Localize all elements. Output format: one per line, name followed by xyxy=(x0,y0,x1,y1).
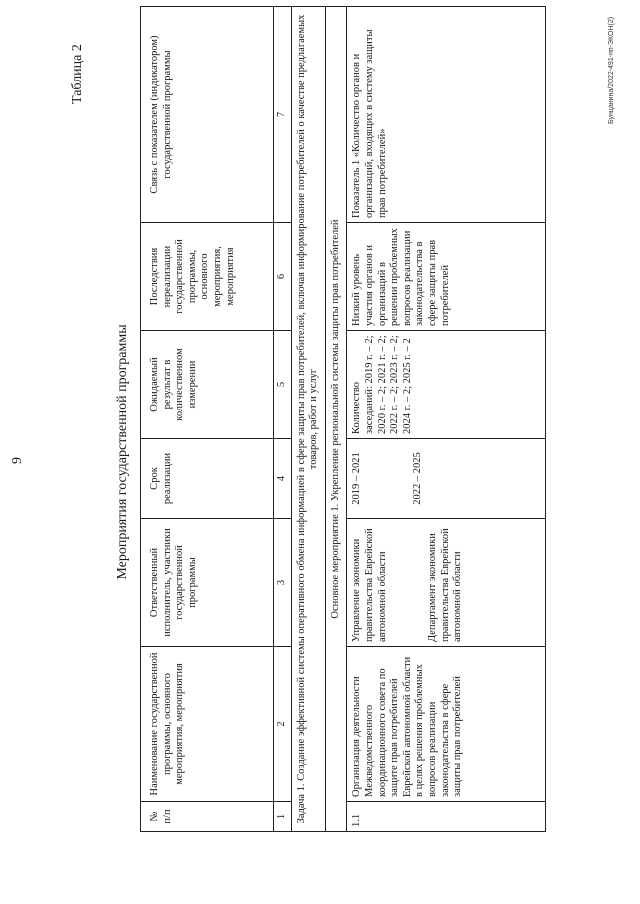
main-measure-cell: Основное мероприятие 1. Укрепление региональной системы защиты прав потребителей xyxy=(325,7,347,832)
header-cell-term: Срок реализации xyxy=(141,439,274,519)
page-title: Мероприятия государственной программы xyxy=(115,324,130,580)
table-row xyxy=(347,7,546,832)
header-cell-consequences: Последствия нереализации государственной программы, основного мероприятия, мероприятия xyxy=(141,223,274,331)
column-number-row xyxy=(274,7,292,832)
header-cell-name: Наименование государственной программы, основного мероприятия, мероприятия xyxy=(141,647,274,802)
column-number: 5 xyxy=(274,331,292,439)
row-term-cell xyxy=(347,439,546,519)
column-number: 3 xyxy=(274,519,292,647)
row-num-cell: 1.1 xyxy=(347,802,546,832)
executor-2: Департамент экономики правительства Еврейской автономной области xyxy=(427,528,464,642)
row-indicator-cell: Показатель 1 «Количество органов и организаций, входящих в систему защиты прав потребителей» xyxy=(347,7,546,223)
footer-code: Бунцанина/2022-491-пп-ЭКОН(2) xyxy=(608,16,615,124)
page-number: 9 xyxy=(10,457,25,464)
header-cell-num: № п/п xyxy=(141,802,274,832)
row-executor-cell xyxy=(347,519,546,647)
column-number: 6 xyxy=(274,223,292,331)
header-cell-indicator: Связь с показателем (индикатором) государственной программы xyxy=(141,7,274,223)
measures-table xyxy=(140,6,546,832)
column-number: 2 xyxy=(274,647,292,802)
row-consequences-cell: Низкий уровень участия органов и организаций в решении проблемных вопросов реализации законодательства в сфере защиты прав потребителей xyxy=(347,223,546,331)
row-result-cell: Количество заседаний: 2019 г. – 2; 2020 г. – 2; 2021 г. – 2; 2022 г. – 2; 2023 г. – 2; 2024 г. – 2; 2025 г. – 2 xyxy=(347,331,546,439)
term-1: 2019 – 2021 xyxy=(351,452,363,505)
column-number: 7 xyxy=(274,7,292,223)
main-measure-row xyxy=(325,7,347,832)
task-cell: Задача 1. Создание эффективной системы оперативного обмена информацией в сфере защиты прав потребителей, включая информирование потребителей о качестве предлагаемых товаров, работ и услуг xyxy=(291,7,325,832)
executor-1: Управление экономики правительства Еврейской автономной области xyxy=(351,528,388,642)
header-cell-executor: Ответственный исполнитель, участники государственной программы xyxy=(141,519,274,647)
task-row xyxy=(291,7,325,832)
column-number: 1 xyxy=(274,802,292,832)
table-header-row xyxy=(141,7,274,832)
table-label: Таблица 2 xyxy=(70,44,85,104)
column-number: 4 xyxy=(274,439,292,519)
row-name-cell: Организация деятельности Межведомственного координационного совета по защите прав потребителей Еврейской автономной области в целях решения проблемных вопросов реализации законодательства в сфере защиты прав потребителей xyxy=(347,647,546,802)
header-cell-result: Ожидаемый результат в количественном измерении xyxy=(141,331,274,439)
term-2: 2022 – 2025 xyxy=(411,452,423,505)
